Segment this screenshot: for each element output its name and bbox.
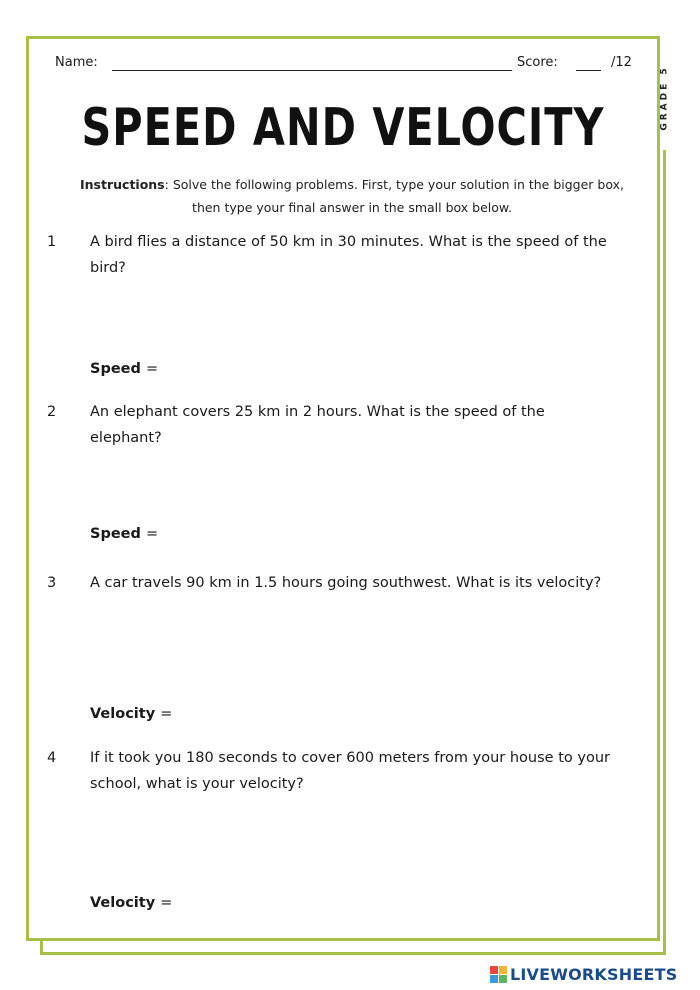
logo-icon — [490, 966, 507, 983]
grade-tab-label: GRADE 5 — [660, 65, 671, 131]
question-number: 3 — [47, 575, 57, 591]
question-2 — [47, 399, 617, 459]
instructions-text: : Solve the following problems. First, type your solution in the bigger box, then type your final answer in the small box below. — [164, 177, 624, 215]
answer-row-3[interactable] — [90, 706, 172, 722]
score-field[interactable] — [576, 70, 601, 71]
answer-equals: = — [160, 706, 173, 722]
question-text: A car travels 90 km in 1.5 hours going southwest. What is its velocity? — [90, 575, 602, 591]
header-row — [55, 55, 633, 75]
answer-row-2[interactable] — [90, 526, 158, 542]
answer-label: Velocity — [90, 895, 156, 911]
answer-row-4[interactable] — [90, 895, 172, 911]
name-label: Name: — [55, 55, 98, 70]
worksheet-page — [26, 36, 660, 941]
instructions-label: Instructions — [80, 177, 165, 192]
question-number: 1 — [47, 234, 57, 250]
logo-text: LIVEWORKSHEETS — [510, 964, 678, 984]
answer-equals: = — [145, 526, 159, 542]
score-label: Score: — [517, 55, 558, 70]
answer-equals: = — [145, 361, 159, 377]
question-4 — [47, 745, 617, 805]
question-number: 2 — [47, 404, 57, 420]
answer-label: Speed — [90, 526, 141, 542]
answer-label: Velocity — [90, 706, 156, 722]
question-text: If it took you 180 seconds to cover 600 meters from your house to your school, what is your velocity? — [90, 750, 610, 792]
answer-label: Speed — [90, 361, 141, 377]
question-number: 4 — [47, 750, 57, 766]
instructions — [69, 173, 635, 219]
answer-equals: = — [160, 895, 173, 911]
worksheet-title: SPEED AND VELOCITY — [81, 97, 605, 158]
score-total: /12 — [611, 55, 632, 70]
question-text: An elephant covers 25 km in 2 hours. What is the speed of the elephant? — [90, 404, 545, 446]
question-3 — [47, 570, 617, 630]
question-text: A bird flies a distance of 50 km in 30 minutes. What is the speed of the bird? — [90, 234, 607, 276]
answer-row-1[interactable] — [90, 361, 158, 377]
liveworksheets-logo — [490, 962, 677, 986]
question-1 — [47, 229, 617, 289]
name-field[interactable] — [112, 70, 512, 71]
